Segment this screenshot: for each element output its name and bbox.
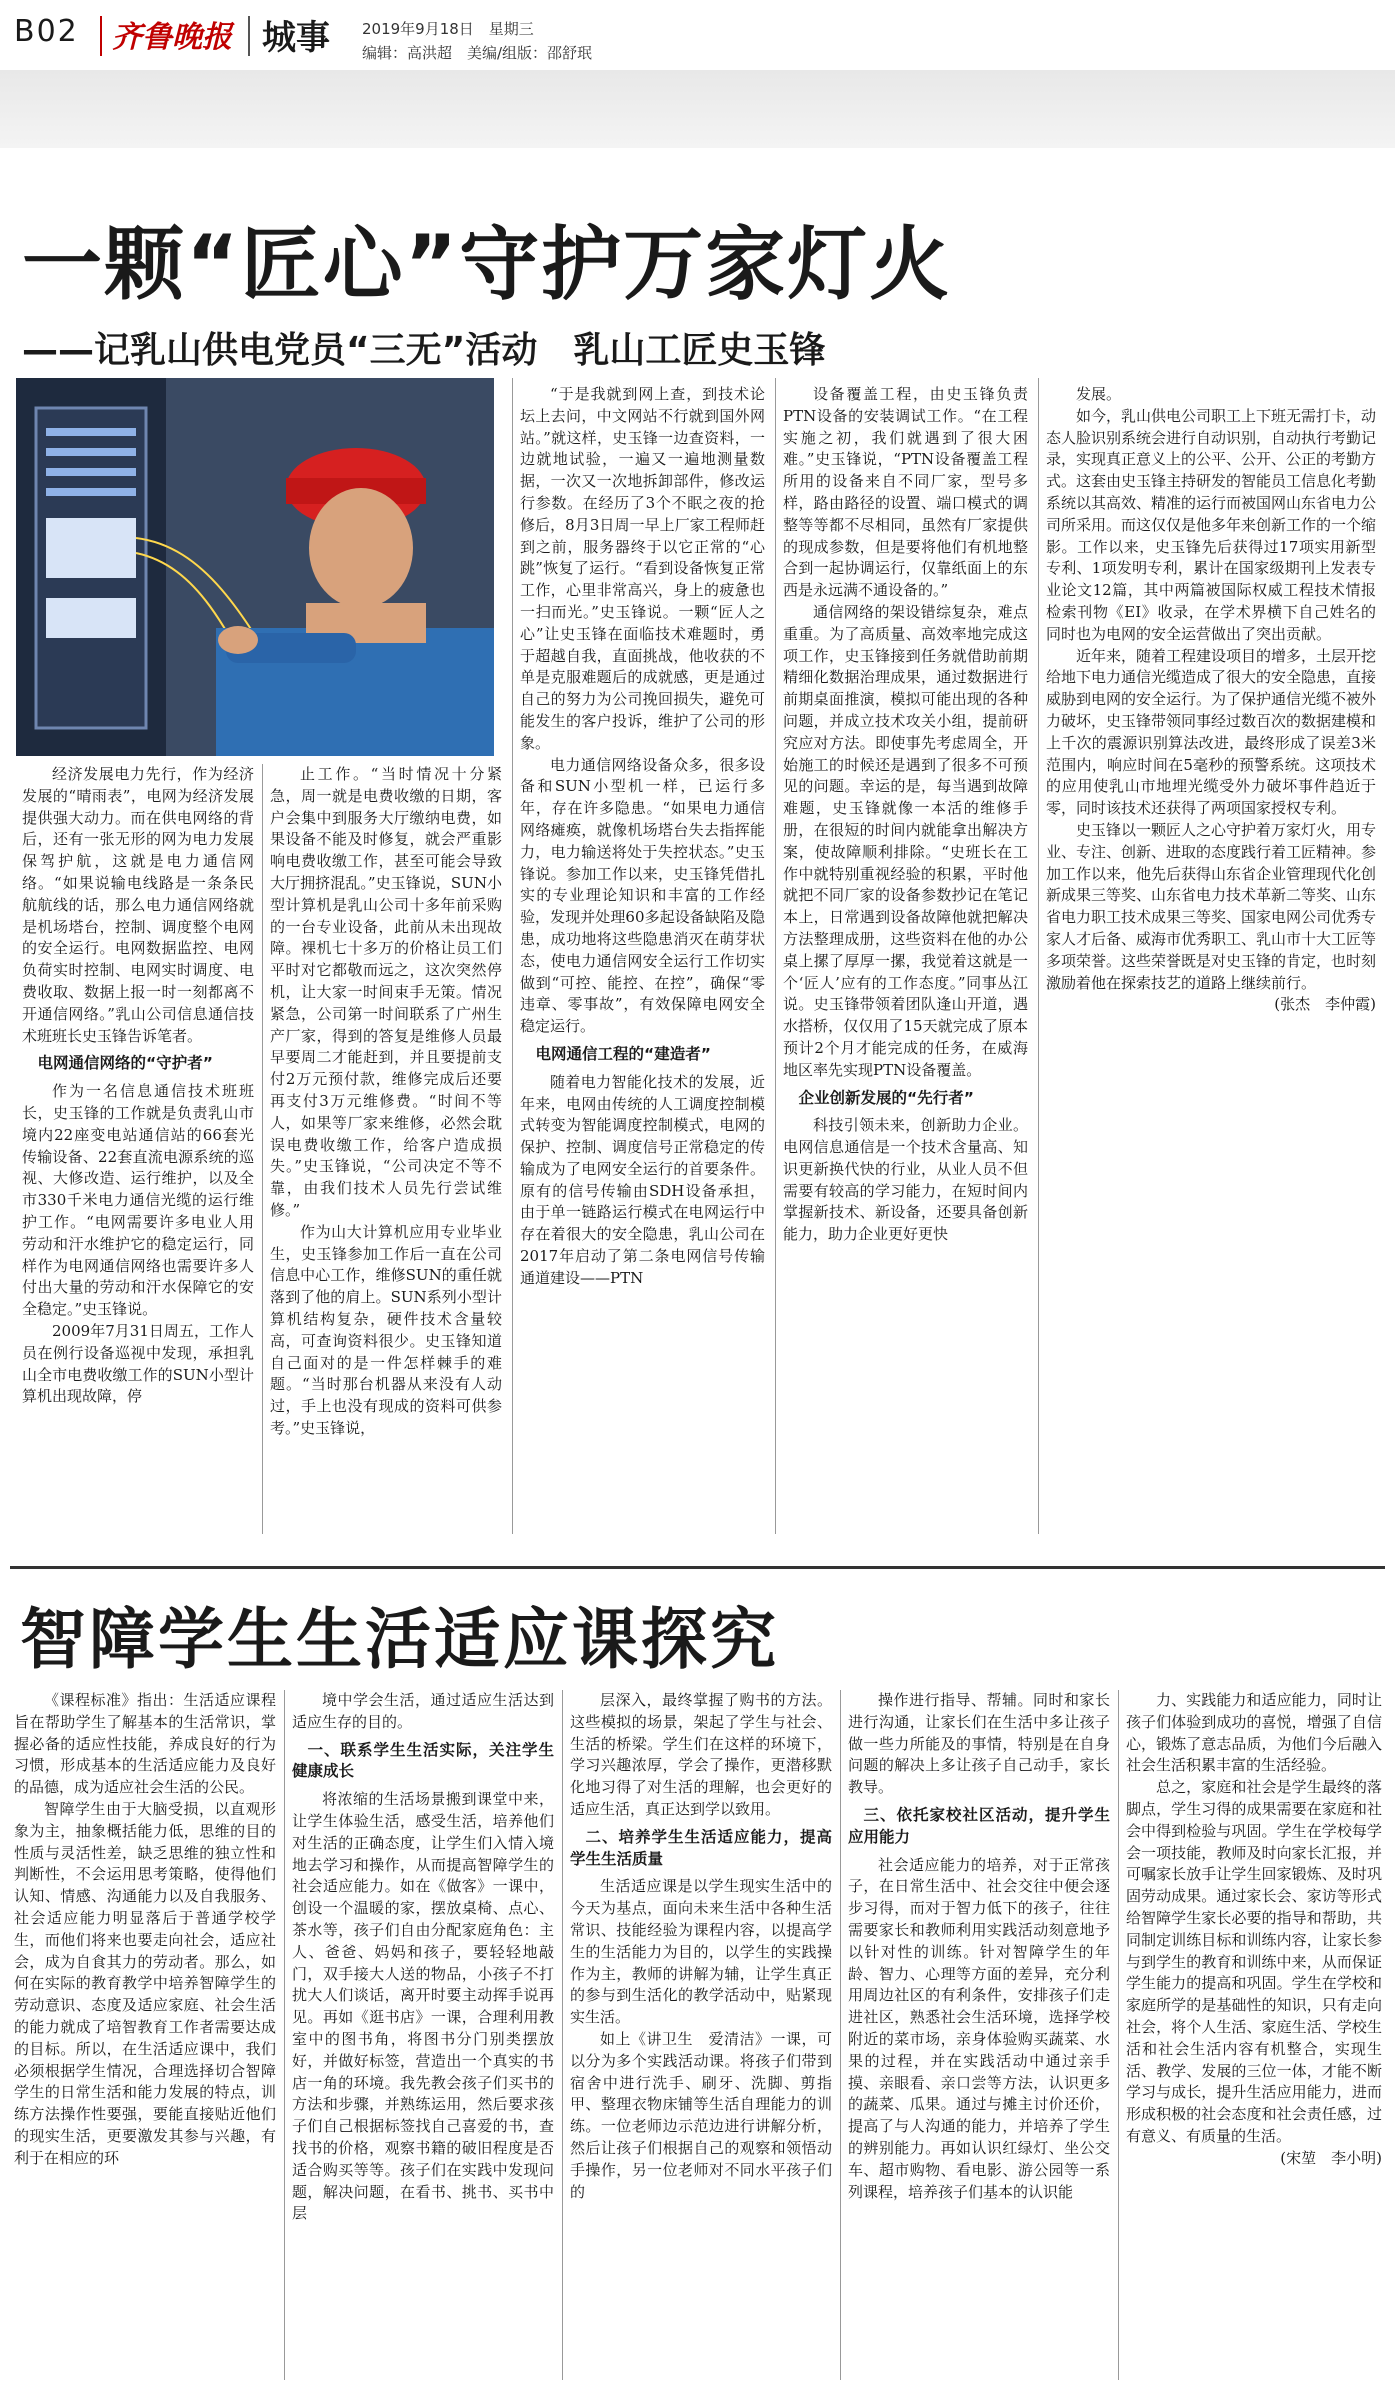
article2-headline: 智障学生生活适应课探究: [20, 1601, 779, 1678]
byline: (张杰 李仲霞): [1274, 995, 1376, 1014]
article2-column-5: [1126, 1690, 1382, 2380]
paragraph: 电力通信网络设备众多，很多设备和SUN小型机一样，已运行多年，存在许多隐患。“如果电力通信网络瘫痪，就像机场塔台失去指挥能力，电力输送将处于失控状态。”史玉锋说。参加工作以来，史玉锋凭借扎实的专业理论知识和丰富的工作经验，发现并处理60多起设备缺陷及隐患，成功地将这些隐患消灭在萌芽状态，使电力通信网安全运行工作切实做到“可控、能控、在控”，确保“零违章、零事故”，有效保障电网安全稳定运行。: [520, 755, 765, 1036]
subheading: 一、联系学生生活实际，关注学生健康成长: [292, 1740, 554, 1781]
paragraph: 通信网络的架设错综复杂，难点重重。为了高质量、高效率地完成这项工作，史玉锋接到任务就借助前期精细化数据治理成果，通过数据进行前期桌面推演，模拟可能出现的各种问题，并成立技术攻关小组，提前研究应对方法。即使事先考虑周全，开始施工的时候还是遇到了很多不可预见的问题。幸运的是，每当遇到故障难题，史玉锋就像一本活的维修手册，在很短的时间内就能拿出解决方案，使故障顺利排除。“史班长在工作中就特别重视经验的积累，平时他就把不同厂家的设备参数抄记在笔记本上，日常遇到设备故障他就把解决方法整理成册，这些资料在他的办公桌上摞了厚厚一摞，我觉着这就是一个‘匠人’应有的工作态度。”同事丛江说。史玉锋带领着团队逢山开道，遇水搭桥，仅仅用了15天就完成了原本预计2个月才能完成的任务，在威海地区率先实现PTN设备覆盖。: [783, 602, 1028, 1079]
column-rule: [262, 764, 263, 1534]
byline: (宋堃 李小明): [1280, 2148, 1382, 2167]
column-rule: [562, 1690, 563, 2380]
editor-credits: 编辑：高洪超 美编/组版：邵舒珉: [362, 44, 593, 62]
subheading: 企业创新发展的“先行者”: [798, 1088, 974, 1107]
subheading: 电网通信工程的“建造者”: [535, 1044, 711, 1063]
paragraph: 作为山大计算机应用专业毕业生，史玉锋参加工作后一直在公司信息中心工作，维修SUN的重任就落到了他的肩上。SUN系列小型计算机结构复杂，硬件技术含量较高，可查询资料很少。史玉锋知道自己面对的是一件怎样棘手的难题。“当时那台机器从来没有人动过，手上也没有现成的资料可供参考。”史玉锋说，: [270, 1222, 502, 1437]
paragraph: 操作进行指导、帮辅。同时和家长进行沟通，让家长们在生活中多让孩子做一些力所能及的事情，特别是在自身问题的解决上多让孩子自己动手，家长教导。: [848, 1691, 1110, 1797]
column-rule: [1038, 378, 1039, 1534]
page-number: B02: [14, 14, 79, 49]
paragraph: 智障学生由于大脑受损，以直观形象为主，抽象概括能力低，思维的目的性质与灵活性差，缺乏思维的独立性和判断性，不会运用思考策略，使得他们认知、情感、沟通能力以及自我服务、社会适应能力明显落后于普通学校学生，而他们将来也要走向社会，适应社会，成为自食其力的劳动者。那么，如何在实际的教育教学中培养智障学生的劳动意识、态度及适应家庭、社会生活的能力就成了培智教育工作者需要达成的目标。所以，在生活适应课中，我们必须根据学生情况，合理选择切合智障学生的日常生活和能力发展的特点，训练方法操作性要强，要能直接贴近他们的现实生活，更要激发其参与兴趣，有利于在相应的环: [14, 1799, 276, 2167]
paragraph: 如今，乳山供电公司职工上下班无需打卡，动态人脸识别系统会进行自动识别，自动执行考勤记录，实现真正意义上的公平、公开、公正的考勤方式。这套由史玉锋主持研发的智能员工信息化考勤系统以其高效、精准的运行而被国网山东省电力公司所采用。而这仅仅是他多年来创新工作的一个缩影。工作以来，史玉锋先后获得过17项实用新型专利、1项发明专利，累计在国家级期刊上发表专业论文12篇，其中两篇被国际权威工程技术情报检索刊物《EI》收录，在学术界横下自己姓名的同时也为电网的安全运营做出了突出贡献。: [1046, 406, 1376, 643]
article1-column-3: [520, 384, 765, 1534]
paragraph: 止工作。“当时情况十分紧急，周一就是电费收缴的日期，客户会集中到服务大厅缴纳电费，如果设备不能及时修复，就会严重影响电费收缴工作，甚至可能会导致大厅拥挤混乱。”史玉锋说，SUN小型计算机是乳山公司十多年前采购的一台专业设备，此前从未出现故障。裸机七十多万的价格让员工们平时对它都敬而远之，这次突然停机，让大家一时间束手无策。情况紧急，公司第一时间联系了广州生产厂家，得到的答复是维修人员最早要周二才能赶到，并且要提前支付2万元预付款，维修完成后还要再支付3万元维修费。“时间不等人，如果等厂家来维修，必然会耽误电费收缴工作，给客户造成损失。”史玉锋说，“公司决定不等不靠，由我们技术人员先行尝试维修。”: [270, 765, 502, 1219]
article1-column-5: [1046, 384, 1376, 1534]
paragraph: “于是我就到网上查，到技术论坛上去问，中文网站不行就到国外网站。”就这样，史玉锋一边查资料，一边就地试验，一遍又一遍地测量数据，一次又一次地拆卸部件，修改运行参数。在经历了3个不眠之夜的抢修后，8月3日周一早上厂家工程师赶到之前，服务器终于以它正常的“心跳”恢复了运行。“看到设备恢复正常工作，心里非常高兴，身上的疲惫也一扫而光。”史玉锋说。一颗“匠人之心”让史玉锋在面临技术难题时，勇于超越自我，直面挑战，他收获的不单是克服难题后的成就感，更是通过自己的努力为公司挽回损失，避免可能发生的客户投诉，维护了公司的形象。: [520, 385, 765, 752]
header-divider: [100, 16, 102, 56]
paragraph: 史玉锋以一颗匠人之心守护着万家灯火，用专业、专注、创新、进取的态度践行着工匠精神。参加工作以来，他先后获得山东省企业管理现代化创新成果三等奖、山东省电力技术革新二等奖、山东省电力职工技术成果三等奖、国家电网公司优秀专家人才后备、威海市优秀职工、乳山市十大工匠等多项荣誉。这些荣誉既是对史玉锋的肯定，也时刻激励着他在探索技艺的道路上继续前行。: [1046, 820, 1376, 992]
paragraph: 将浓缩的生活场景搬到课堂中来，让学生体验生活，感受生活，培养他们对生活的正确态度，让学生们入情入境地去学习和操作，从而提高智障学生的社会适应能力。如在《做客》一课中，创设一个温暖的家，摆放桌椅、点心、茶水等，孩子们自由分配家庭角色：主人、爸爸、妈妈和孩子，要轻轻地敲门，双手接大人送的物品，小孩子不打扰大人们谈话，离开时要主动挥手说再见。再如《逛书店》一课，合理利用教室中的图书角，将图书分门别类摆放好，并做好标签，营造出一个真实的书店一角的环境。我先教会孩子们买书的方法和步骤，并熟练运用，然后要求孩子们自己根据标签找自己喜爱的书，查找书的价格，观察书籍的破旧程度是否适合购买等等。孩子们在实践中发现问题，解决问题，在看书、挑书、买书中层: [292, 1790, 554, 2223]
article2-column-4: [848, 1690, 1110, 2380]
article-divider: [10, 1566, 1385, 1569]
article1-headline: 一颗“匠心”守护万家灯火: [22, 218, 952, 311]
section-title: 城事: [262, 18, 330, 58]
paragraph: 层深入，最终掌握了购书的方法。这些模拟的场景，架起了学生与社会、生活的桥梁。学生们在这样的环境下，学习兴趣浓厚，学会了操作，更潜移默化地习得了对生活的理解，也会更好的适应生活，真正达到学以致用。: [570, 1691, 832, 1818]
paragraph: 发展。: [1076, 385, 1122, 403]
column-rule: [284, 1690, 285, 2380]
article2-column-3: [570, 1690, 832, 2380]
article1-column-1: [22, 764, 254, 1534]
paragraph: 2009年7月31日周五，工作人员在例行设备巡视中发现，承担乳山全市电费收缴工作的SUN小型计算机出现故障，停: [22, 1321, 254, 1406]
header-band: [0, 70, 1395, 148]
paragraph: 随着电力智能化技术的发展，近年来，电网由传统的人工调度控制模式转变为智能调度控制模式，电网的保护、控制、调度信号正常稳定的传输成为了电网安全运行的首要条件。原有的信号传输由SDH设备承担，由于单一链路运行模式在电网运行中存在着很大的安全隐患，乳山公司在2017年启动了第二条电网信号传输通道建设——PTN: [520, 1072, 765, 1287]
paragraph: 境中学会生活，通过适应生活达到适应生存的目的。: [292, 1691, 554, 1731]
newspaper-logo: 齐鲁晚报: [112, 20, 232, 55]
article1-column-4: [783, 384, 1028, 1534]
paragraph: 《课程标准》指出：生活适应课程旨在帮助学生了解基本的生活常识，掌握必备的适应性技能，养成良好的行为习惯，形成基本的生活适应能力及良好的品德，成为适应社会生活的公民。: [14, 1691, 276, 1797]
paragraph: 力、实践能力和适应能力，同时让孩子们体验到成功的喜悦，增强了自信心，锻炼了意志品质，为他们今后融入社会生活积累丰富的生活经验。: [1126, 1691, 1382, 1775]
article2-column-2: [292, 1690, 554, 2380]
paragraph: 科技引领未来，创新助力企业。电网信息通信是一个技术含量高、知识更新换代快的行业，从业人员不但需要有较高的学习能力，在短时间内掌握新技术、新设备，还要具备创新能力，助力企业更好更快: [783, 1116, 1028, 1244]
subheading: 电网通信网络的“守护者”: [37, 1054, 213, 1073]
column-rule: [775, 378, 776, 1534]
article2-column-1: [14, 1690, 276, 2380]
article1-column-2: [270, 764, 502, 1534]
column-rule: [512, 378, 513, 1534]
header-divider: [248, 16, 250, 56]
paragraph: 生活适应课是以学生现实生活中的今天为基点，面向未来生活中各种生活常识、技能经验为课程内容，以提高学生的生活能力为目的，以学生的实践操作为主，教师的讲解为辅，让学生真正的参与到生活化的教学活动中，贴紧现实生活。: [570, 1877, 832, 2027]
paragraph: 如上《讲卫生 爱清洁》一课，可以分为多个实践活动课。将孩子们带到宿舍中进行洗手、刷牙、洗脚、剪指甲、整理衣物床铺等生活自理能力的训练。一位老师边示范边进行讲解分析，然后让孩子们根据自己的观察和领悟动手操作，另一位老师对不同水平孩子们的: [570, 2029, 832, 2201]
paragraph: 经济发展电力先行，作为经济发展的“晴雨表”，电网为经济发展提供强大动力。而在供电网络的背后，还有一张无形的网为电力发展保驾护航，这就是电力通信网络。“如果说输电线路是一条条民航航线的话，那么电力通信网络就是机场塔台，控制、调度整个电网的安全运行。电网数据监控、电网负荷实时控制、电网实时调度、电费收取、数据上报一时一刻都离不开通信网络。”乳山公司信息通信技术班班长史玉锋告诉笔者。: [22, 765, 254, 1045]
article1-photo: [16, 378, 494, 756]
paragraph: 总之，家庭和社会是学生最终的落脚点，学生习得的成果需要在家庭和社会中得到检验与巩固。学生在学校每学会一项技能，教师及时向家长汇报，并可嘱家长放手让学生回家锻炼、及时巩固劳动成果。通过家长会、家访等形式给智障学生家长必要的指导和帮助，共同制定训练目标和训练内容，让家长参与到学生的教育和训练中来，从而保证学生能力的提高和巩固。学生在学校和家庭所学的是基础性的知识，只有走向社会，将个人生活、家庭生活、学校生活和社会生活内容有机整合，实现生活、教学、发展的三位一体，才能不断学习与成长，提升生活应用能力，进而形成积极的社会态度和社会责任感，过有意义、有质量的生活。: [1126, 1778, 1382, 2145]
paragraph: 设备覆盖工程，由史玉锋负责PTN设备的安装调试工作。“在工程实施之初，我们就遇到了很大困难。”史玉锋说，“PTN设备覆盖工程所用的设备来自不同厂家，型号多样，路由路径的设置、端口模式的调整等等都不尽相同，虽然有厂家提供的现成参数，但是要将他们有机地整合到一起协调运行，仅靠纸面上的东西是永远满不通设备的。”: [783, 385, 1028, 600]
article1-subheadline: ——记乳山供电党员“三无”活动 乳山工匠史玉锋: [22, 330, 826, 371]
paragraph: 作为一名信息通信技术班班长，史玉锋的工作就是负责乳山市境内22座变电站通信站的66套光传输设备、22套直流电源系统的巡视、大修改造、运行维护，以及全市330千米电力通信光缆的运行维护工作。“电网需要许多电业人用劳动和汗水维护它的稳定运行，同样作为电网通信网络也需要许多人付出大量的劳动和汗水保障它的安全稳定。”史玉锋说。: [22, 1082, 254, 1319]
subheading: 三、依托家校社区活动，提升学生应用能力: [848, 1805, 1110, 1846]
column-rule: [840, 1690, 841, 2380]
paragraph: 近年来，随着工程建设项目的增多，土层开挖给地下电力通信光缆造成了很大的安全隐患，直接威胁到电网的安全运行。为了保护通信光缆不被外力破坏，史玉锋带领同事经过数百次的数据建模和上千次的震源识别算法改进，最终形成了误差3米范围内，响应时间在5毫秒的预警系统。这项技术的应用使乳山市地埋光缆受外力破坏事件趋近于零，同时该技术还获得了两项国家授权专利。: [1046, 646, 1376, 818]
issue-date: 2019年9月18日 星期三: [362, 20, 534, 38]
column-rule: [1118, 1690, 1119, 2380]
subheading: 二、培养学生生活适应能力，提高学生生活质量: [570, 1827, 832, 1868]
paragraph: 社会适应能力的培养，对于正常孩子，在日常生活中、社会交往中便会逐步习得，而对于智力低下的孩子，往往需要家长和教师利用实践活动刻意地予以针对性的训练。针对智障学生的年龄、智力、心理等方面的差异，充分利用周边社区的有利条件，安排孩子们走进社区，熟悉社会生活环境，选择学校附近的菜市场，亲身体验购买蔬菜、水果的过程，并在实践活动中通过亲手摸、亲眼看、亲口尝等方法，认识更多的蔬菜、瓜果。通过与摊主讨价还价，提高了与人沟通的能力，并培养了学生的辨别能力。再如认识红绿灯、坐公交车、超市购物、看电影、游公园等一系列课程，培养孩子们基本的认识能: [848, 1855, 1110, 2201]
